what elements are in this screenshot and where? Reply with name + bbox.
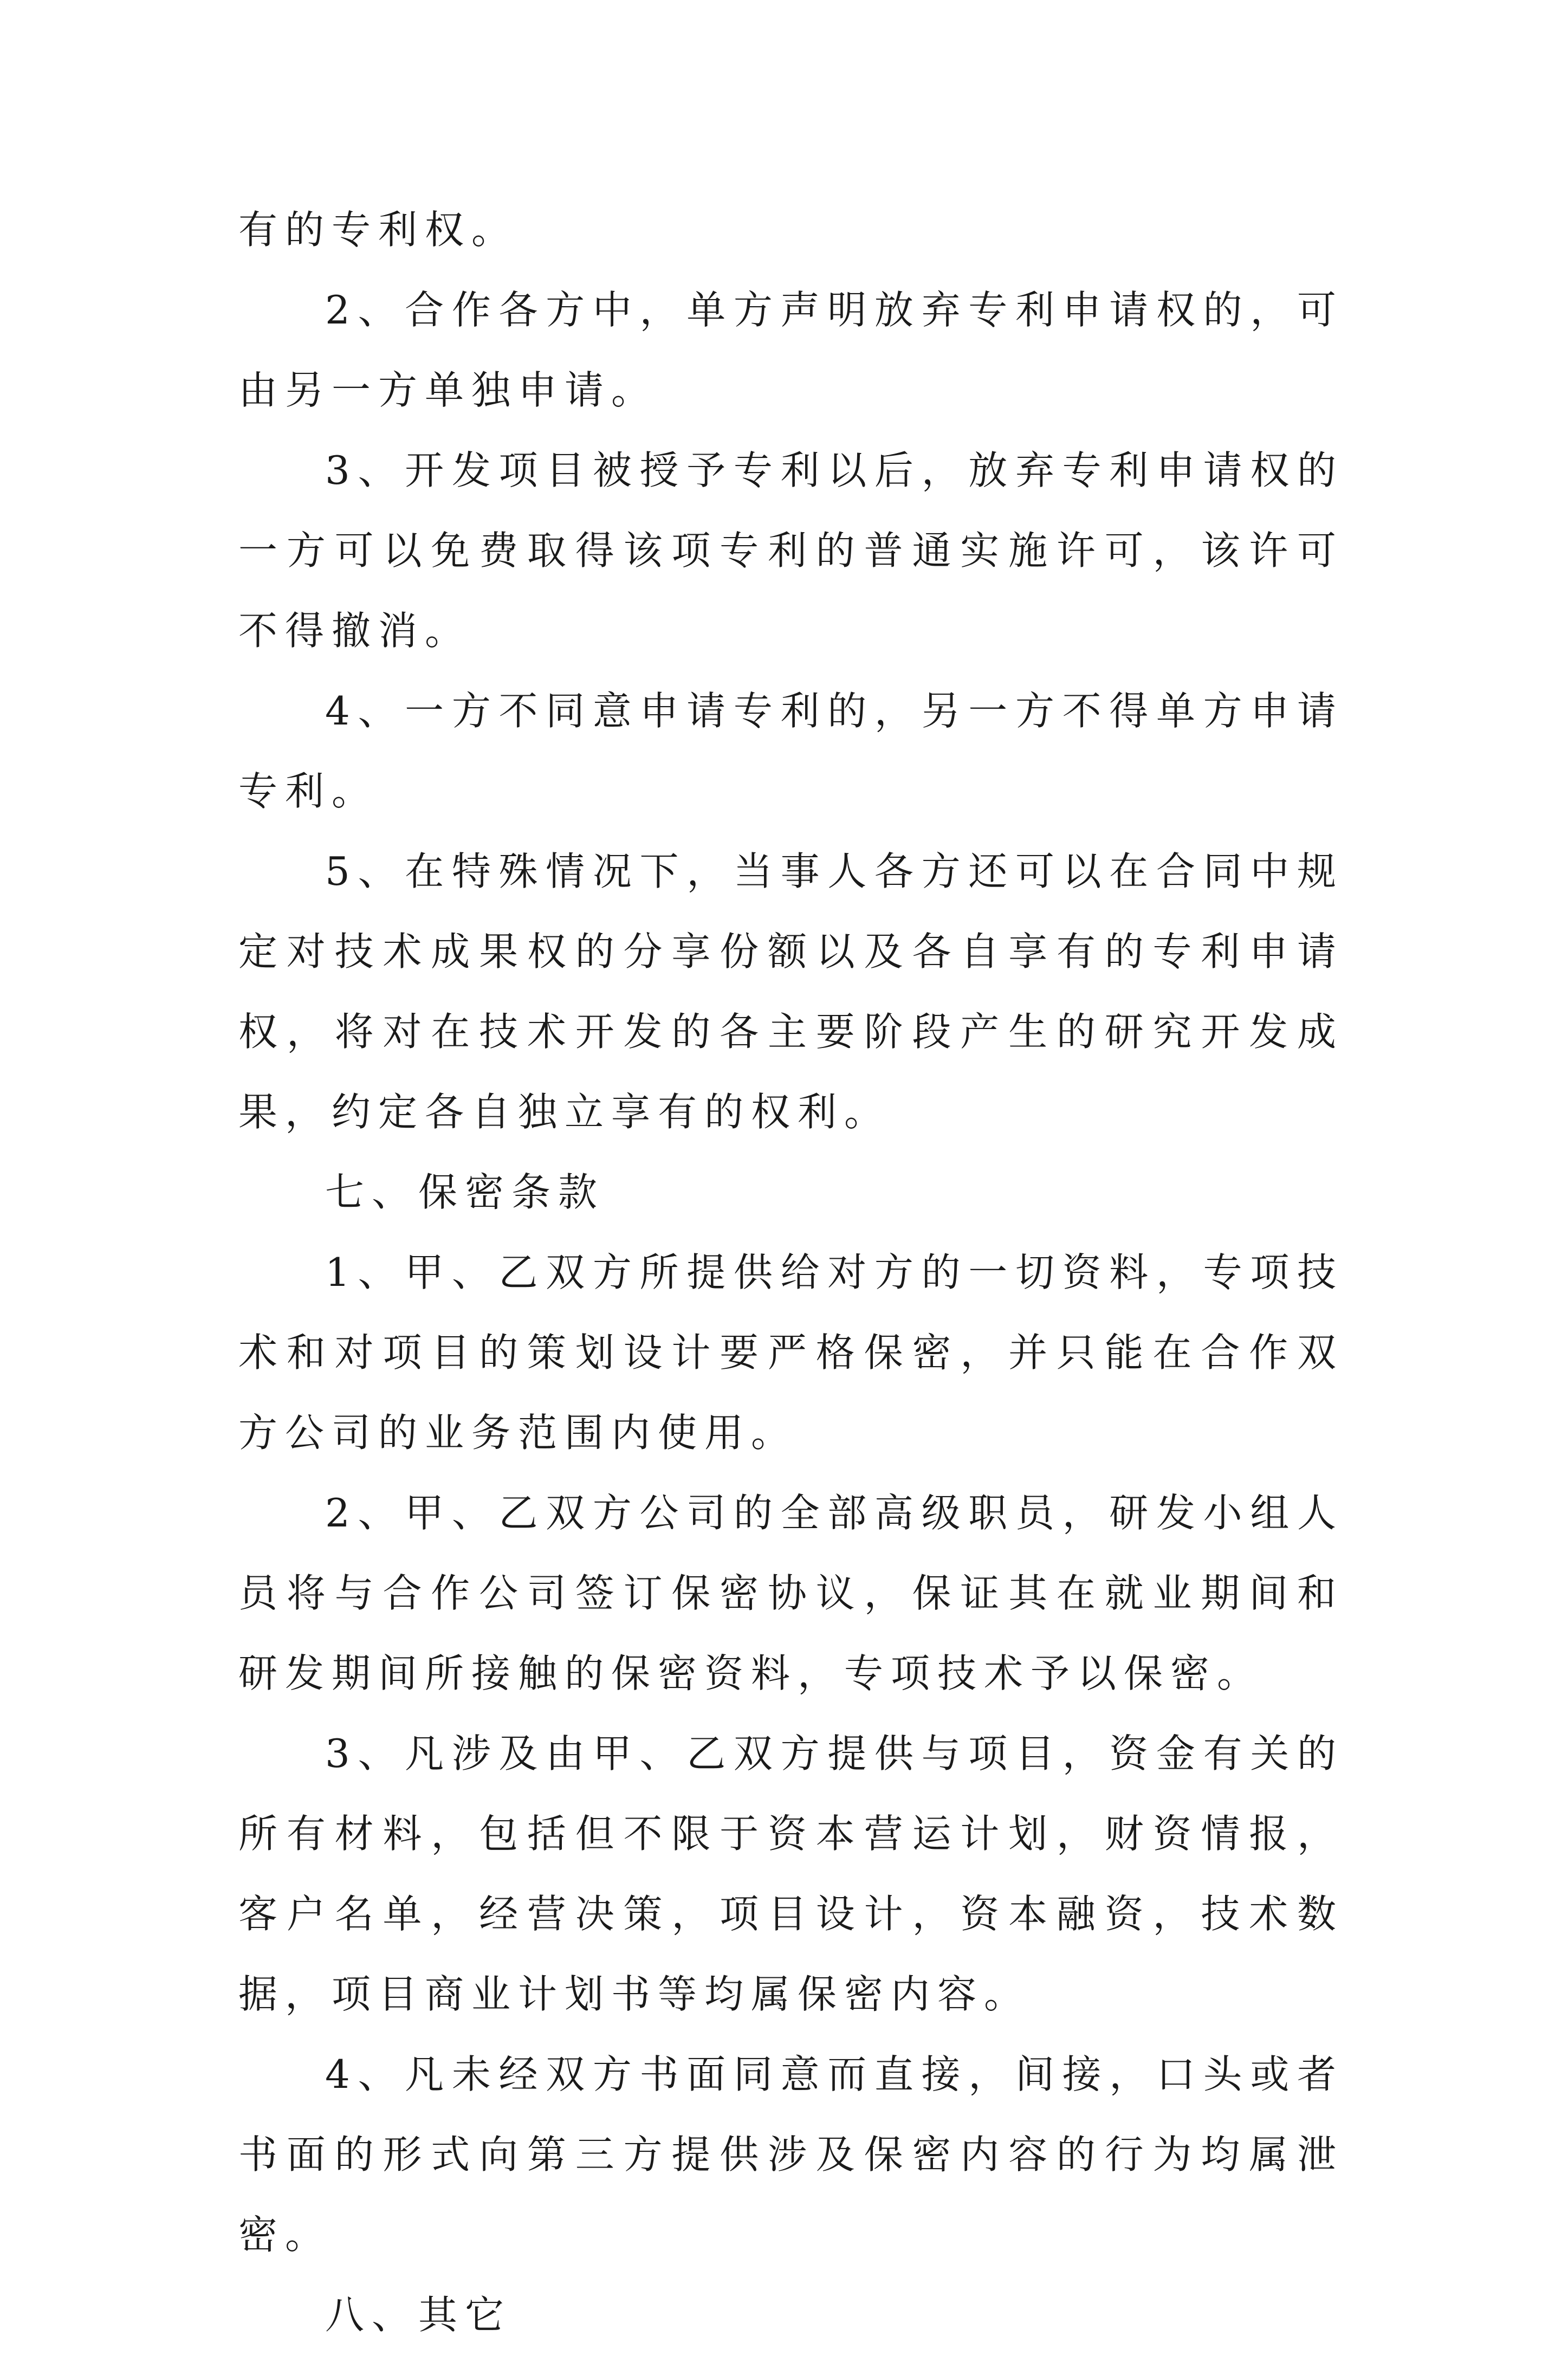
- paragraph-confidentiality-clause-1: 1、甲、乙双方所提供给对方的一切资料，专项技术和对项目的策划设计要严格保密，并只能在合作双方公司的业务范围内使用。: [238, 1250, 1344, 1455]
- paragraph-patent-clause-5: 5、在特殊情况下，当事人各方还可以在合同中规定对技术成果权的分享份额以及各自享有的专利申请权，将对在技术开发的各主要阶段产生的研究开发成果，约定各自独立享有的权利。: [238, 849, 1344, 1135]
- document-body: [238, 190, 1344, 2355]
- paragraph-patent-clause-2: 2、合作各方中，单方声明放弃专利申请权的，可由另一方单独申请。: [238, 287, 1344, 413]
- section-heading-other: 八、其它: [325, 2292, 512, 2338]
- paragraph-confidentiality-clause-2: 2、甲、乙双方公司的全部高级职员，研发小组人员将与合作公司签订保密协议，保证其在就业期间和研发期间所接触的保密资料，专项技术予以保密。: [238, 1490, 1344, 1696]
- section-heading-confidentiality: 七、保密条款: [325, 1169, 605, 1215]
- paragraph-patent-clause-3: 3、开发项目被授予专利以后，放弃专利申请权的一方可以免费取得该项专利的普通实施许可，该许可不得撤消。: [238, 448, 1344, 654]
- paragraph-continuation: 有的专利权。: [238, 207, 519, 253]
- paragraph-patent-clause-4: 4、一方不同意申请专利的，另一方不得单方申请专利。: [238, 688, 1344, 814]
- paragraph-confidentiality-clause-4: 4、凡未经双方书面同意而直接，间接，口头或者书面的形式向第三方提供涉及保密内容的行为均属泄密。: [238, 2052, 1344, 2257]
- paragraph-confidentiality-clause-3: 3、凡涉及由甲、乙双方提供与项目，资金有关的所有材料，包括但不限于资本营运计划，财资情报，客户名单，经营决策，项目设计，资本融资，技术数据，项目商业计划书等均属保密内容。: [238, 1731, 1344, 2017]
